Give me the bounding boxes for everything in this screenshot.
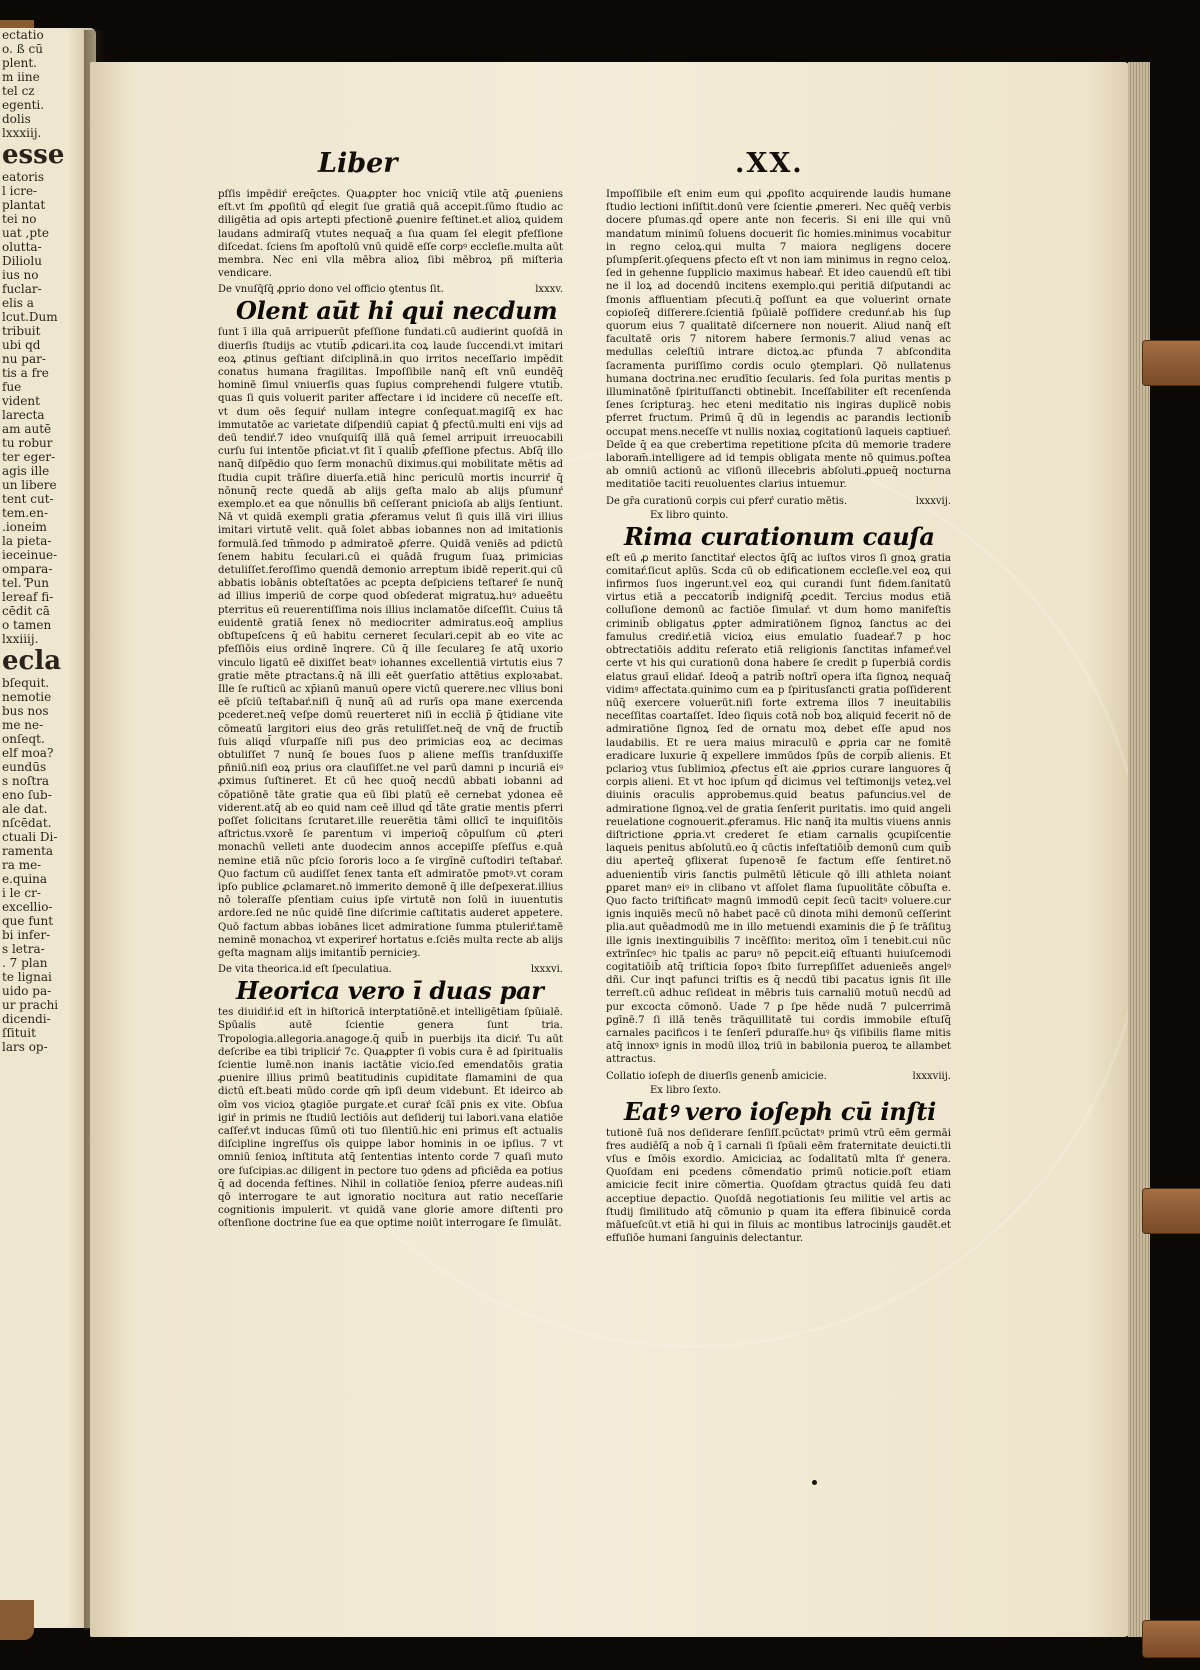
left-page-fragment: elis a: [2, 296, 34, 310]
chapter-rubric: [606, 1070, 951, 1083]
left-page-fragment: ter eger-: [2, 450, 56, 464]
left-page-fragment: eatoris: [2, 170, 45, 184]
left-page-fragment: que funt: [2, 914, 54, 928]
leather-clasp-bottom: [1142, 1620, 1200, 1658]
left-page-fragment: nu par-: [2, 352, 46, 366]
left-page-fragment: e.quina: [2, 872, 48, 886]
left-page-fragment: tis a fre: [2, 366, 49, 380]
left-page-fragment: .ioneim: [2, 520, 47, 534]
running-header: [0, 148, 1200, 188]
left-page-fragment: ecla: [2, 646, 62, 676]
left-page-fragment: te lignai: [2, 970, 52, 984]
paragraph: eſt eū ꝓ merito ſanctitaŕ electos q̄ſq̄ ac iuſtos viros ſi gnoꝝ gratia comitaŕ.ſicut aplūs. Scda cū ob edificationem eccleſie.vel eoꝝ qui infirmos ſuos ingerunt.vel eoꝝ qui curandi ſunt fidem.ſanitatū virtus etiā a peccatorib̄ indignifq̄ ꝓcedit. Tercius modus etiā colluſione demonū ac factiōe ſimulaŕ. vt dum homo manifeſtis criminib̄ obligatus ꝓpter admiratiōnem ſignoꝝ ſanctus ac dei famulus crediŕ.etiā vicioꝝ eius emulatio ſuadeaŕ.7 p hoc obtrectatiōis additu reſerato etiā religionis ſanctitas infameŕ.vel certe vt his qui curationū dona habere ſe credit p ſuperbiā cordis elatus grauī elidaŕ. Ideoq̄ a patrib̄ noſtrī opera iſta ſignoꝝ nequaq̄ vidimꝰ affectata.quinimo cum ea p ſpiritusſancti gratia poſſiderent nūq̄ exercere voluerūt.niſi forte extrema illos 7 ineuitabilis neceſſitas coartaſſet. Ideo ſiquis cotā nob̄ boꝝ aliquid fecerit nō de admiratiōne ſignoꝝ ſed de ornatu moꝝ debet eſſe apud nos laudabilis. Et re uera maius miraculū e ꝓpria car ne fomitē eradicare luxurie q̄ expellere immūdos ſpūs de corpib̄ alienis. Et pclarioꝫ vtus ſublimioꝝ ꝓfectus eſt aie ꝓprios curare languores q̄ corpis alieni. Et vt hoc ipſum qd̄ dicimus vel teſtimonijs veteꝝ.vel diuinis oraculis approbemus.quid beatus pafuncius.vel de admiratione ſignoꝝ.vel de gratia ſenſerit puritatis. imo quid angeli reuelatione cognouerit.ꝓferamus. Hic nanq̄ ita multis viuens annis diſtrictione ꝓpria.vt crederet ſe etiam carnalis ꝯcupiſcentie laqueis penitus abſolutū.eo q̄ cūctis infeſtatiōib̄ demonū cum quib̄ diu aperteq̄ ꝯflixerat ſupenoꝛē ſe factum eſſe ſentiret.nō aduenientib̄ viris ſanctis pulmētū lēticule qō illi athleta noiant ꝑparet manꝰ eiꝰ in clibano vt aſſolet flama ſupuolitāte cōbuſta e. Quo facto triſtificatꝰ magnū immodū cepit ſecū tacitꝰ voluere.cur ignis inquiēs mecū nō habet pacē cū dinota mihi demonū ceſſerint plia.aut quēadmodū me in illo metuendi examinis die p̄ ſe trāſituꝫ ille ignis inextinguibilis 7 incēſſito: meritoꝝ oīm ī tenebit.cui nūc extrīnſecꝰ hic tpalis ac paruꝰ nō pepcit.eiq̄ eſtuanti huiuſcemodi cogitatiōib̄ atq̄ triſticia ſopoꝛ ſbito ſurrepſiſſet aduenieēs angelꝰ dñi. Cur inqt pafunci triſtis es q̄ necdū tibi pacatus ignis ſit ille terreſt.cū adhuc reſideat in mēbris tuis carnaliū motuū necdū ad pur excocta cōmonō. Uade 7 ꝑ ſpe hēde nudā 7 pulcerrimā ꝑgīnē.7 ſi illā tenēs trāquillitatē tui cordis immobile eſtuſq̄ carnales pacificos i te ſenſerī pduraſſe.huꝰ q̄s viſibilis flame mitis atq̄ innoxꝰ ignis in modū illoꝝ triū in babilonia pueroꝝ te allambet attractus.: [606, 552, 951, 1066]
left-page-fragment: tribuit: [2, 324, 41, 338]
left-page-fragment: lars op-: [2, 1040, 48, 1054]
left-page-edge: [0, 28, 96, 1628]
left-page-fragment: tu robur: [2, 436, 53, 450]
left-page-fragment: ale dat.: [2, 802, 48, 816]
rubric-title: Collatio ioſeph de diuerſis genenb̄ amicicie.: [606, 1070, 827, 1082]
left-page-fragment: ſſituit: [2, 1026, 36, 1040]
left-page-fragment: bus nos: [2, 704, 49, 718]
left-page-fragment: dicendi-: [2, 1012, 51, 1026]
left-page-fragment: agis ille: [2, 464, 50, 478]
header-liber: Liber: [318, 148, 398, 179]
rubric-title: De vita theorica.id eſt ſpeculatiua.: [218, 964, 392, 976]
left-page-fragment: me ne-: [2, 718, 44, 732]
left-page-fragment: lxxxiij.: [2, 126, 42, 140]
ink-dot: [812, 1480, 817, 1485]
left-page-fragment: elf moa?: [2, 746, 54, 760]
left-page-fragment: fuclar-: [2, 282, 42, 296]
left-page-fragment: eundūs: [2, 760, 47, 774]
left-page-fragment: . 7 plan: [2, 956, 48, 970]
left-page-fragment: ra me-: [2, 858, 42, 872]
left-page-fragment: olutta-: [2, 240, 42, 254]
left-page-fragment: tel. Ƥun: [2, 576, 49, 590]
leather-clasp-upper: [1142, 340, 1200, 386]
rubric-title: De gr̄a curationū corpis cui pferŕ curatio mētis.: [606, 495, 848, 507]
left-page-fragment: onſeqt.: [2, 732, 45, 746]
paragraph: ſunt ī illa quā arripuerūt pfeſſione fundati.cū audierint quoſdā in diuerſis ſtudijs ac vtutib̄ ꝓdicari.ita coꝝ laude ſuccendi.vt imitari eoꝝ ꝓtinus geſtiant diſciplinā.in quo irritos neceſſario impēdit conatus humana fragilitas. Impoſſibile nanq̄ eſt vnū eundēq̄ hominē ſimul vniuerſis quas ſuꝑius comprehendi fulgere vtutib̄. quas ſi quis voluerit pariter affectare i id incidere cū neceſſe eſt. vt dum oēs ſequiŕ nullam integre conſequat.magiſq̄ ex hac immutatōe ac varietate diſpendiū capiat ꝗ̄ ꝑfectū.multi eni vijs ad deū tendiŕ.7 ideo vnuſquiſq̄ illā quā ſemel arripuit irreuocabili curſu ſui intentōe pficiat.vt ſit ī qualib̄ ꝓfeſſione pfectus. Abſq̄ illo nanq̄ diſpēdio quo ſerm monachū diximus.qui mobilitate mētis ad ſtudia cupit trāſire diuerſa.etiā hinc periculū mortis incurriŕ q̄ nōnunq̄ recte quedā ab alijs geſta malo ab alijs pſumunŕ exemplo.et ea que nōnullis bñ ceſſerant pnicioſa ab alijs ſentiunt. Nā vt quidā exempli gratia ꝓferamus velut ſi quis illā viri illius imitari virtutē velit. quā ſolet abbas iobannes non ad imitationis formulā.ſed tm̄modo p admiratoē ꝓferre. Quidā veniēs ad pdictū ſenem habitu ſeculari.cū ei quādā frugum ſuaꝝ primicias detuliſſet.feroſſimo quendā demonio arreptum ibidē reperit.qui cū abbatis iobānis obteſtatōes ac pcepta deſpiciens teſtareŕ ſe nunq̄ ad illius imperiū de corpe quod obſederat migratuꝝ.huꝰ adueētu pterritus eū reuerentiſſima nois illius inclamatōe diſceſſit. Cuius tā euidentē gratiā ſenex nō mediocriter admiratus.eoq̄ amplius obſtupeſcens q̄ eū habitu cerneret ſeculari.cepit ab eo vite ac pfeſſiōis eius ordinē īnqrere. Cū q̄ ille ſeculareꝫ ſe atq̄ uxorio vinculo ligatū eē dixiſſet beatꝰ iohannes excellentiā virtutis eius 7 gratie mēte ꝑtractans.q̄ nā illi eēt ꝯuerſatio attētius exploꝛabat. Ille ſe ruſticū ac xp̄ianū manuū opere victū querere.nec vllius boni eē pſciū teſtabaŕ.niſi q̄ nunq̄ aū ad rurīs opa mane exercenda pcederet.neq̄ veſpe domū reuerteret niſi in eccliā p̄ q̄tidiane vite cōmeatū largitori eius deo grās retuliſſet.neq̄ de vnq̄ de fructib̄ ſuis aliqd̄ vſurpaſſe niſi pus deo primicias eoꝝ ac decimas obtuliſſet 7 nunq̄ ſe boues ſuos p aliene meſſis tranſduxiſſe pñniū.niſi eoꝝ prius ora clauſiſſet.ne vel parū damni p incuriā eiꝰ ꝓximus ſuſtineret. Et cū hec quoq̄ necdū abbati iobanni ad cōpatiōnē tāte gratie qua eū ſibi platū eē cernebat ydonea eē viderent.atq̄ ab eo quid nam ceē illud qd̄ tāte gratie mentis pferri poſſet ſolicitans ſcrutaret.ille reuerētia tāmi ollicī te inquiſitōis aſtrictus.vxorē ſe parentum vi imperioq̄ cōpulſum cū ꝓteri monachū velleti ante duodecim annos accepiſſe pſeſſus e.quā nemine etiā nūc pſcio ſororis loco a ſe virgīnē cuſtodiri teſtabaŕ. Quo factum cū audiſſet ſenex tanta eſt admiratōe pmotꝰ.vt coram ipſo publice ꝓclamaret.nō immerito demonē q̄ ille deſpexerat.illius nō toleraſſe pſentiam cuius ipſe virtutē non ſolū in iuuentutis ardore.ſed ne nūc quidē ſine diſcrimie caſtitatis auderet appetere. Quō factum abbas iobānes licet admiratione ſumma ptuleriŕ.tamē neminē monachoꝝ vt experireŕ hortatus e.ſciēs multa recte ab alijs geſta magnam alijs imitantib̄ pernicieȝ.: [218, 327, 563, 959]
left-page-fragment: larecta: [2, 408, 45, 422]
left-page-fragment: plantat: [2, 198, 46, 212]
left-page-fragment: esse: [2, 140, 65, 170]
left-page-fragment: bi infer-: [2, 928, 51, 942]
header-book-number: .XX.: [735, 148, 804, 179]
paragraph: pſſis impēdiŕ ereq̄ctes. Quaꝓpter hoc vniciq̄ vtile atq̄ ꝓueniens eſt.vt ſm ꝓpoſitū qd̄ elegit ſue gratiā quā accepit.ſūmo ſtudio ac diligētia ad opis artepti pfectionē ꝓuenire feſtinet.et alioꝝ quidem laudans admiraſq̄ vtutes nequaq̄ a ſua quam ſeƚ elegit pfeſſione diſcedat. ſciens ſm apoſtolū vnū quidē eſſe corpꝰ eccleſie.multa aūt membra. Nec eni vlla mēbra alioꝝ ſibi mēbroꝝ pñ miſteria vendicare.: [218, 189, 563, 280]
left-page-fragment: tel cz: [2, 84, 35, 98]
paragraph: tutionē ſuā nos deſiderare ſenſiſſ.pcūctatꝰ primū vtrū eēm germāi fres audiēſq̄ a nob̄ q̄ ī carnali ſi ſpūali eēm fraternitate deuicti.tli vſus e ſmōis exordio. Amiciciaꝝ ac ſodalitatū mlta ſŕ genera. Quoſdam eni pcedens cōmendatio primū noticie.poſt etiam amicicie fecit inire cōmertia. Quoſdam ꝯtractus quidā ſeu dati acceptiue depactio. Quoſdā negotiationis ſeu militie vel artis ac ſtudij ſimilitudo atq̄ cōmunio p quam ita effera ſibinuicē corda māſueſcūt.vt etiā hi qui in ſiluis ac montibus latrocinijs gaudēt.et effuſiōe humani ſanguinis delectantur.: [606, 1127, 951, 1245]
chapter-initial-line: Eatꝰ vero ioſeph cū inſti: [624, 1096, 936, 1126]
left-page-fragment: o. ß cū: [2, 42, 43, 56]
rubric-number: lxxxviij.: [912, 1070, 951, 1082]
rubric-number: lxxxv.: [535, 284, 563, 296]
chapter-initial-line: Olent aūt hi qui necdum: [236, 296, 558, 326]
left-page-fragment: s noſtra: [2, 774, 50, 788]
left-page-fragment: l icre-: [2, 184, 38, 198]
left-page-fragment: eno ſub-: [2, 788, 52, 802]
left-page-fragment: excellio-: [2, 900, 53, 914]
page-fore-edge: [1128, 62, 1150, 1637]
chapter-rubric: [218, 963, 563, 976]
left-page-fragment: ur prachi: [2, 998, 59, 1012]
source-note: Ex libro ſexto.: [650, 1084, 722, 1096]
left-page-fragment: vident: [2, 394, 40, 408]
source-note: Ex libro quinto.: [650, 509, 729, 521]
paragraph: tes diuidiŕ.id eſt in hiſtoricā interptatiōnē.et intelligētiam ſpūialē. Spūalis autē ſcientie genera ſunt tria. Tropologia.allegoria.anagoge.q̄ quib̄ in puerbijs ita diciŕ. Tu aūt deſcribe ea tibi tripliciŕ 7c. Quaꝓpter ſi vobis cura ē ad ſpiritualis ſcientie lumē.non inanis iactātie vicio.ſed emendatōis gratia ꝓuenire illius primū beatitudinis cupiditate flamamini de qua dictū eſt.beati mūdo corde qm̄ ipſi deum videbunt. Et ideirco ab oīm vos vicioꝝ ꝯtagiōe purgate.et curaŕ ſcāī ꝑnis ex vite. Obſua igiŕ in primis ne ſtudiū lectiōis aut deſiderij tui labori.vana elatiōe caſſeŕ.vt inducas ſūmū oti tuo ſilentiū.hic eni primus eſt actualis diſcipline ingreſſus oīs quippe labor hominis in oe ipſius. 7 vt omniū ſenioꝝ inſtituta atq̄ ſententias intento corde 7 quaſi muto ore ſuſcipias.ac diligent in pectore tuo ꝯdens ad pficiēda ea potius q̄ ad docenda feſtines. Nihil in collatiōe ſenioꝝ pferre audeas.niſi qō interrogare te aut ignoratio nocitura aut ratio neceſſarie cognitionis impulerit. vt quidā vane glorie amore diſtenti pro oſtenſione doctrine ſue ea que optime noiūt interrogare ſe ſimulāt.: [218, 1007, 563, 1230]
left-page-fragment: ius no: [2, 268, 39, 282]
rubric-number: lxxxvi.: [530, 964, 563, 976]
left-page-fragment: bſequit.: [2, 676, 50, 690]
leather-clasp-lower: [1142, 1188, 1200, 1234]
left-page-fragment: ramenta: [2, 844, 54, 858]
left-page-fragment: o tamen: [2, 618, 52, 632]
chapter-rubric: [606, 495, 951, 508]
left-page-fragment: lxxiiij.: [2, 632, 39, 646]
left-page-fragment: dolis: [2, 112, 31, 126]
left-page-fragment: cēdit cā: [2, 604, 50, 618]
rubric-title: De vnuſq̄ſq̄ ꝓprio dono vel officio ꝯtentus ſit.: [218, 284, 444, 296]
left-page-fragment: uat ,pte: [2, 226, 49, 240]
rubric-number: lxxxvij.: [915, 495, 951, 507]
left-page-fragment: uido pa-: [2, 984, 52, 998]
left-page-fragment: i le cr-: [2, 886, 41, 900]
left-page-fragment: nſcēdat.: [2, 816, 52, 830]
left-page-fragment: lereaf fi-: [2, 590, 54, 604]
left-page-fragment: tem.en-: [2, 506, 49, 520]
left-page-fragment: ubi qd: [2, 338, 41, 352]
chapter-rubric: [218, 283, 563, 296]
left-page-fragment: lcut.Dum: [2, 310, 58, 324]
chapter-initial-line: Rima curationum cauſa: [624, 521, 935, 551]
left-page-fragment: ieceinue-: [2, 548, 58, 562]
right-text-column: [606, 188, 951, 1245]
left-page-fragment: nemotie: [2, 690, 52, 704]
left-page-fragment: la pieta-: [2, 534, 52, 548]
left-page-fragment: m iine: [2, 70, 40, 84]
left-page-fragment: tent cut-: [2, 492, 54, 506]
left-page-fragment: fue: [2, 380, 22, 394]
left-page-fragment: un libere: [2, 478, 57, 492]
left-page-fragment: s letra-: [2, 942, 45, 956]
left-page-fragment: Diliolu: [2, 254, 42, 268]
left-page-fragment: tei no: [2, 212, 37, 226]
left-page-fragment: ectatio: [2, 28, 44, 42]
paragraph: Impoſſibile eſt enim eum qui ꝓpoſito acquirende laudis humane ſtudio lectioni inſiſtit.donū vere ſcientie ꝓmereri. Nec quēq̄ verbis docere pſumas.qd̄ opere ante non feceris. Si eni ille qui vnū mandatum minimū ſoluens docuerit ſic homies.minimus vocabitur in regno celoꝝ.qui multa 7 maiora negligens docere pſumpſerit.ꝯſequens ꝑfecto eſt vt non iam minimus in regno celoꝝ. ſed in gehenne ſupplicio maximus habeaŕ. Et ideo cauendū eſt tibi ne il loꝝ ad docendū incitens exemplo.qui peritiā diſputandi ac ſmonis affluentiam pſecuti.q̄ poſſunt ea que voluerint ornate copioſeq̄ diſſerere.ſcientiā ſpūialē poſſidere credunŕ.ab his ſuꝑ quorum eius 7 qualitatē diſcernere non nouerit. Aliud nanq̄ eſt facultatē oris 7 nitorem habere ſermonis.7 aliud venas ac medullas celeſtiū intrare dictoꝝ.ac pfunda 7 abſcondita ſacramenta puriſſimo cordis oculo ꝯtemplari. Qō nullatenus humana doctrina.nec erudītio ſecularis. ſed ſola puritas mentis p illuminatōnē ſpirituſſancti obtinebit. Inceſſabiliter eſt recenſenda ſenes ſcripturaꝫ. hec eteni meditatio nis ingiras duplicē nobis pferret fructum. Primū q̄ dū in legendis ac parandis lectionib̄ occupat mens.neceſſe vt nullis noxiaꝝ cogitationū laqueis captiueŕ. Deīde q̄ ea que crebertima repetitione pſcita dū memorie tradere laboram̄.intelligere ad id tempis obligata mente nō quimus.poſtea ab omniū actionū ac viſionū illecebris abſoluti.ꝓpueq̄ nocturna meditatiōe taciti reuoluentes clarius intuemur.: [606, 189, 951, 491]
book-cover-corner-bottom: [0, 1600, 34, 1640]
left-text-column: [218, 188, 563, 1231]
left-page-fragment: plent.: [2, 56, 37, 70]
left-page-fragment: am autē: [2, 422, 52, 436]
chapter-initial-line: Heorica vero ī duas par: [236, 976, 544, 1006]
left-page-fragment: ctuali Di-: [2, 830, 58, 844]
left-page-fragment: ompara-: [2, 562, 53, 576]
left-page-fragment: egenti.: [2, 98, 45, 112]
